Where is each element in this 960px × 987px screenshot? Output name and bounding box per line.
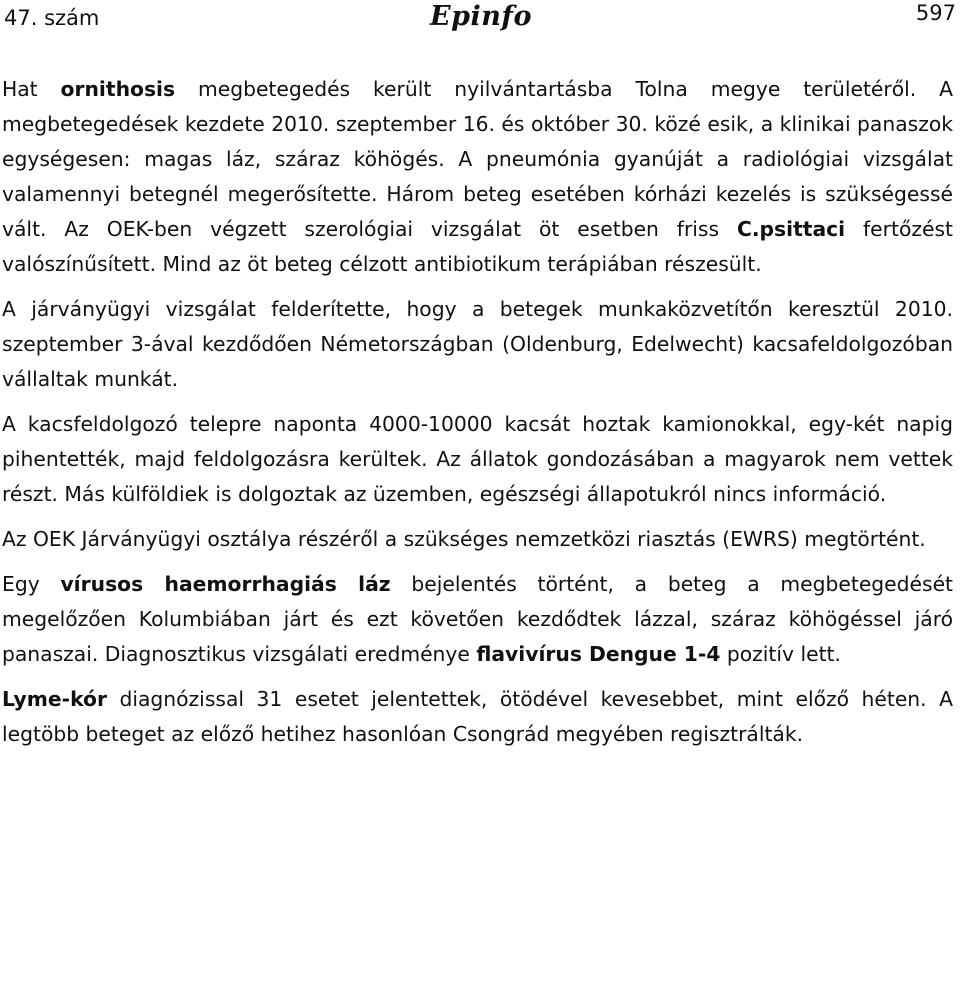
article-body [2,72,953,752]
page-number: 597 [915,1,956,25]
paragraph-haemorrhagic-fever [2,567,953,672]
text-run: Hat [2,77,61,101]
issue-number: 47. szám [4,6,100,30]
text-run: A kacsfeldolgozó telepre naponta 4000-10000 kacsát hoztak kamionokkal, egy-két napig pihentették, majd feldolgozásra kerültek. Az állatok gondozásában a magyarok nem vettek részt. Más külföldiek is dolgoztak az üzemben, egészségi állapotukról nincs információ. [2,412,953,506]
paragraph-lyme [2,682,953,752]
text-run: pozitív lett. [720,642,841,666]
bold-term-ornithosis: ornithosis [60,77,176,101]
bold-term-haemorrhagic-fever: vírusos haemorrhagiás láz [60,572,391,596]
text-run: A járványügyi vizsgálat felderítette, hogy a betegek munkaközvetítőn keresztül 2010. szeptember 3-ával kezdődően Németországban (Oldenburg, Edelwecht) kacsafeldolgozóban vállaltak munkát. [2,297,953,391]
epinfo-logo: Epinfo [430,1,532,32]
text-run: bejelentés történt, a beteg a megbetegedését megelőzően Kolumbiában járt és ezt követően kezdődtek lázzal, száraz köhögéssel járó panaszai. Diagnosztikus vizsgálati eredménye [2,572,954,666]
bold-term-dengue: flavivírus Dengue 1-4 [476,642,721,666]
paragraph-ornithosis [2,72,953,282]
text-run: diagnózissal 31 esetet jelentettek, ötödével kevesebbet, mint előző héten. A legtöbb beteget az előző hetihez hasonlóan Csongrád megyében regisztrálták. [2,687,953,746]
paragraph-duck-plant [2,407,953,512]
bold-term-psittaci: C.psittaci [736,217,846,241]
paragraph-ewrs [2,522,953,557]
text-run: Az OEK Járványügyi osztálya részéről a szükséges nemzetközi riasztás (EWRS) megtörtént. [2,527,926,551]
text-run: megbetegedés került nyilvántartásba Tolna megye területéről. A megbetegedések kezdete 2010. szeptember 16. és október 30. közé esik, a klinikai panaszok egységesen: magas láz, száraz köhögés. A pneumónia gyanúját a radiológiai vizsgálat valamennyi betegnél megerősítette. Három beteg esetében kórházi kezelés is szükségessé vált. Az OEK-ben végzett szerológiai vizsgálat öt esetben friss [2,77,953,241]
bold-term-lyme: Lyme-kór [2,687,107,711]
page-header [0,0,960,40]
text-run: fertőzést valószínűsített. Mind az öt beteg célzott antibiotikum terápiában részesült. [2,217,953,276]
text-run: Egy [2,572,61,596]
paragraph-investigation [2,292,953,397]
